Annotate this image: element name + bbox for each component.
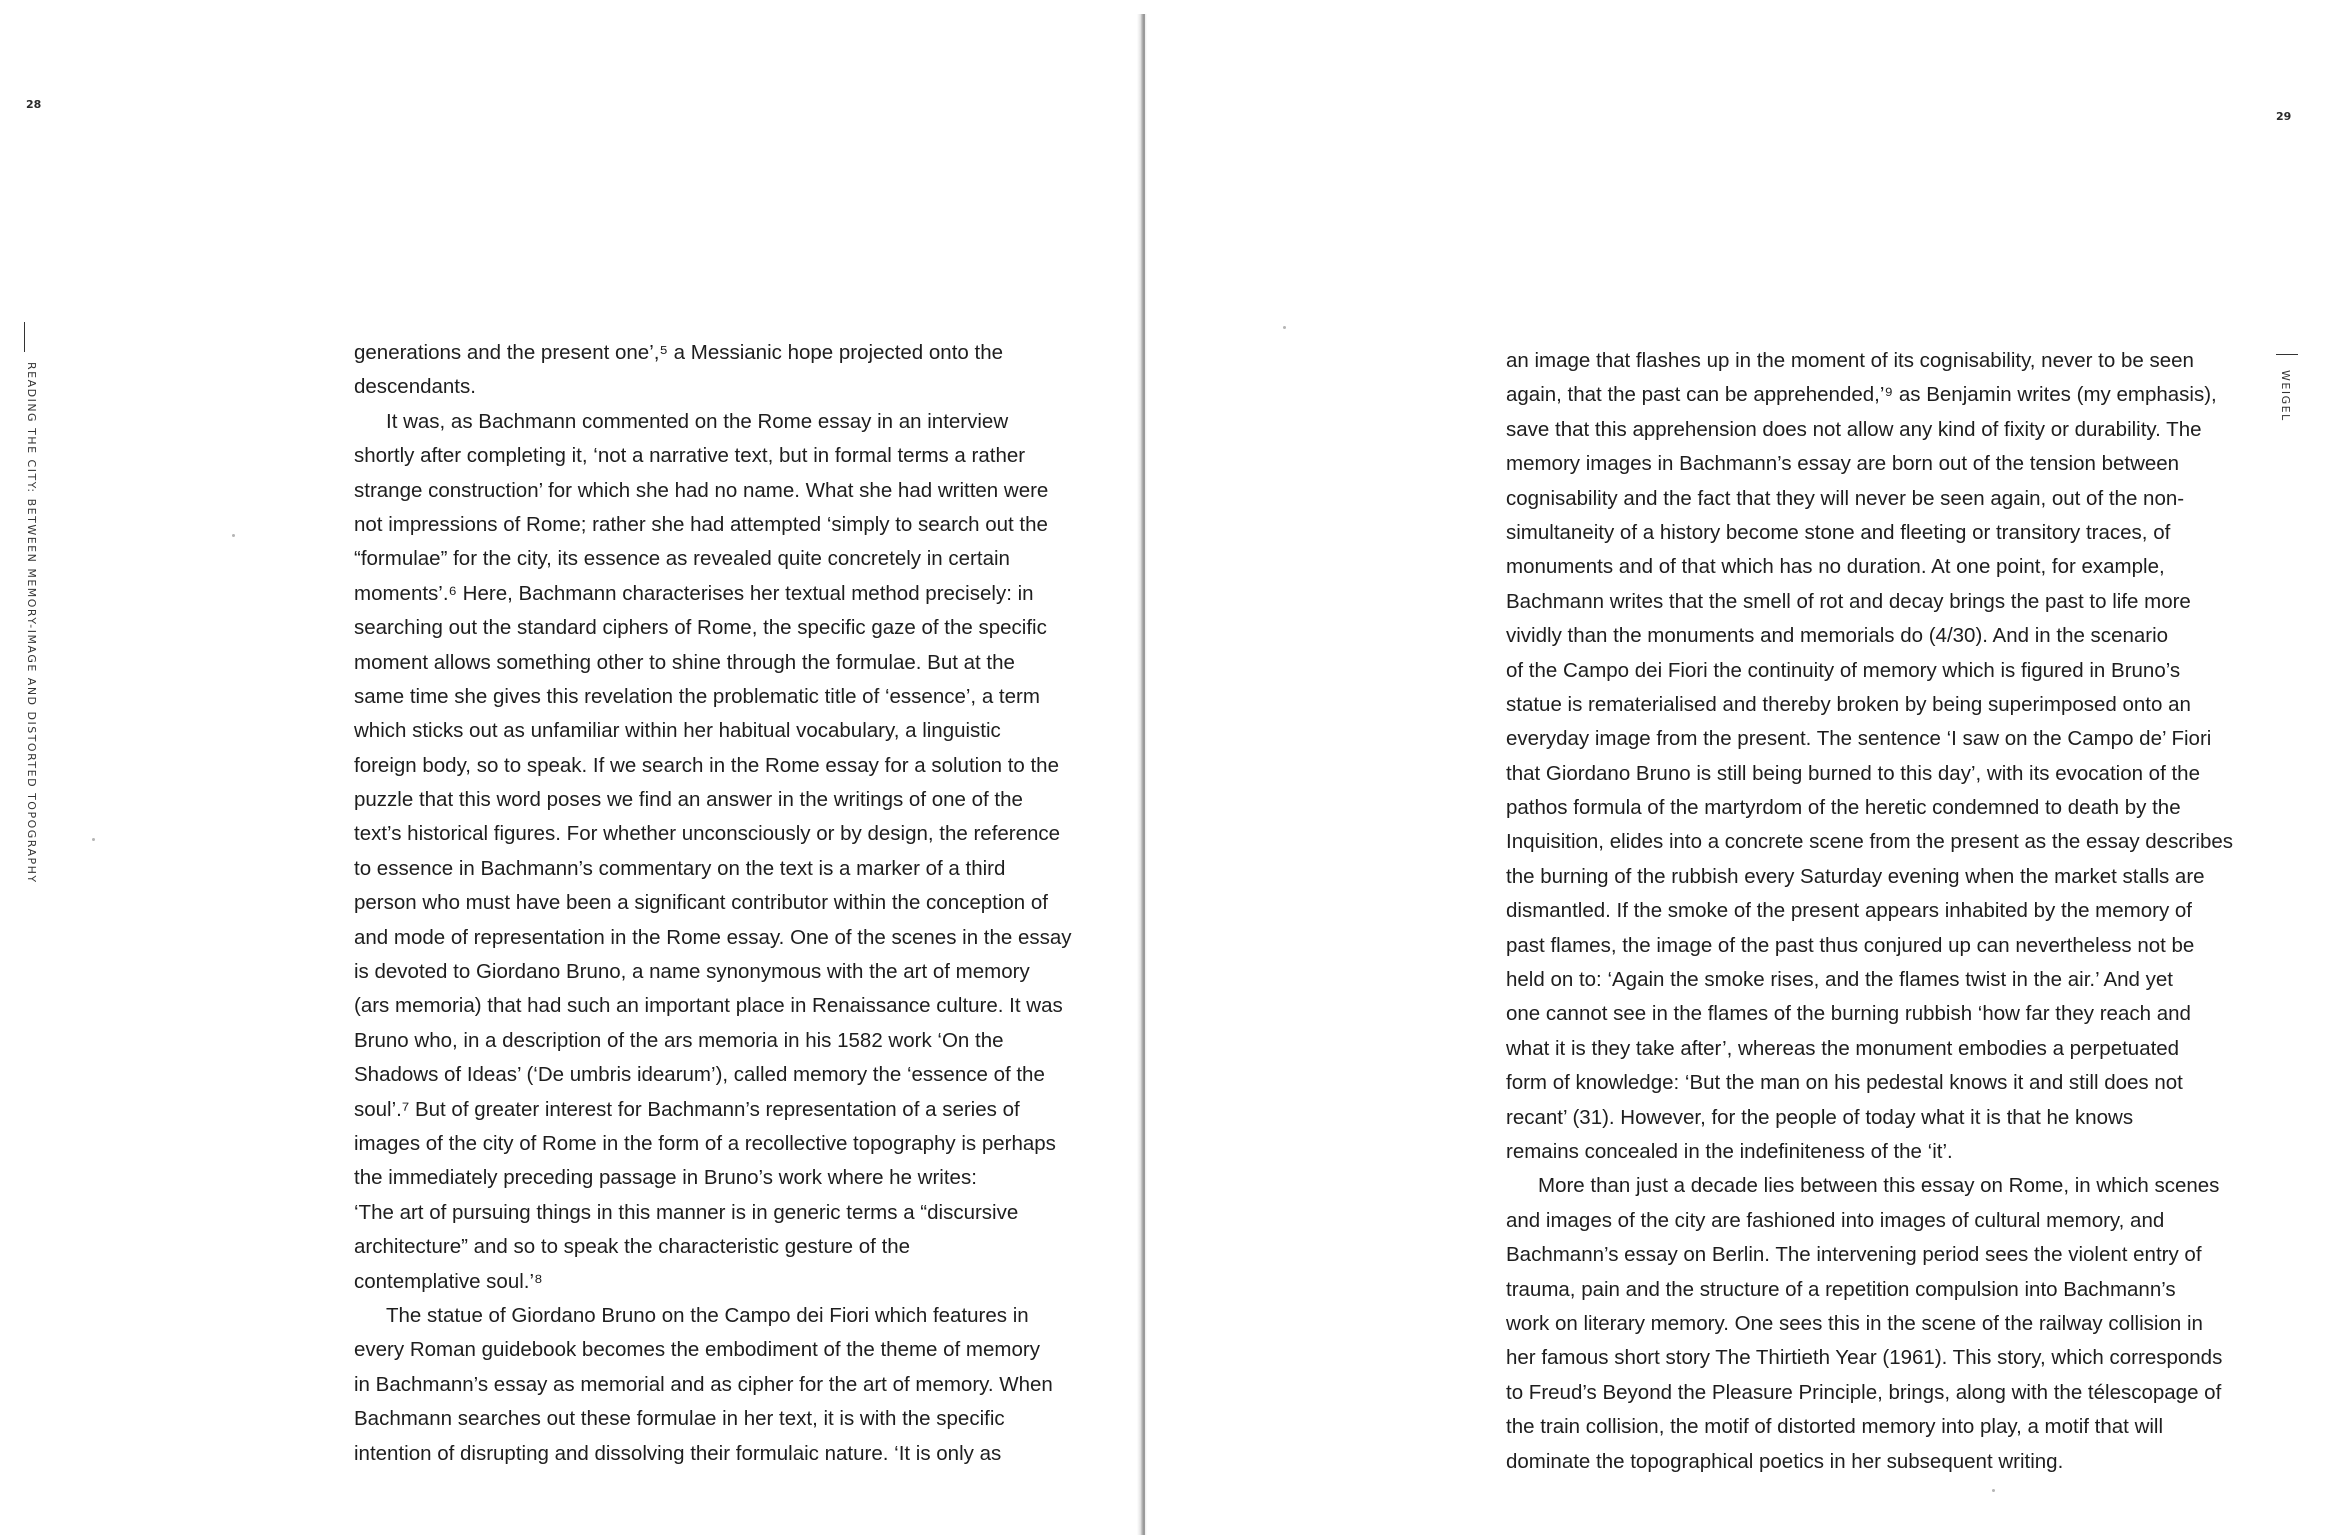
text-line: generations and the present one’,⁵ a Messianic hope projected onto the bbox=[354, 341, 1003, 364]
text-line: to essence in Bachmann’s commentary on the text is a marker of a third bbox=[354, 856, 1006, 880]
text-line: pathos formula of the martyrdom of the heretic condemned to death by the bbox=[1506, 796, 2181, 820]
text-line: strange construction’ for which she had no name. What she had written were bbox=[354, 478, 1049, 502]
text-line: her famous short story The Thirtieth Year (1961). This story, which corresponds bbox=[1506, 1346, 2223, 1370]
text-line: foreign body, so to speak. If we search in the Rome essay for a solution to the bbox=[354, 753, 1059, 777]
text-line: and mode of representation in the Rome essay. One of the scenes in the essay bbox=[354, 925, 1072, 949]
running-head-rule-right bbox=[2276, 354, 2298, 355]
text-line: in Bachmann’s essay as memorial and as cipher for the art of memory. When bbox=[354, 1372, 1053, 1396]
text-line: the train collision, the motif of distorted memory into play, a motif that will bbox=[1506, 1415, 2164, 1439]
text-line: monuments and of that which has no duration. At one point, for example, bbox=[1506, 555, 2165, 579]
text-line: statue is rematerialised and thereby broken by being superimposed onto an bbox=[1506, 692, 2191, 716]
text-line: text’s historical figures. For whether unconsciously or by design, the reference bbox=[354, 822, 1061, 846]
text-line: that Giordano Bruno is still being burned to this day’, with its evocation of the bbox=[1506, 761, 2200, 785]
text-line: Shadows of Ideas’ (‘De umbris idearum’), called memory the ‘essence of the bbox=[354, 1063, 1045, 1087]
page-number-left: 28 bbox=[26, 98, 42, 111]
text-line: remains concealed in the indefiniteness of the ‘it’. bbox=[1506, 1139, 1953, 1163]
text-line: memory images in Bachmann’s essay are born out of the tension between bbox=[1506, 452, 2180, 476]
text-line: everyday image from the present. The sentence ‘I saw on the Campo de’ Fiori bbox=[1506, 727, 2212, 751]
text-line: moment allows something other to shine through the formulae. But at the bbox=[354, 650, 1015, 674]
page-number-right: 29 bbox=[2276, 110, 2292, 123]
text-line: vividly than the monuments and memorials do (4/30). And in the scenario bbox=[1506, 624, 2169, 648]
text-line: person who must have been a significant contributor within the conception of bbox=[354, 891, 1048, 915]
text-line: recant’ (31). However, for the people of today what it is that he knows bbox=[1506, 1105, 2134, 1129]
text-line: not impressions of Rome; rather she had attempted ‘simply to search out the bbox=[354, 512, 1048, 536]
text-line: intention of disrupting and dissolving their formulaic nature. ‘It is only as bbox=[354, 1441, 1002, 1465]
text-line: descendants. bbox=[354, 375, 476, 399]
text-line: ‘The art of pursuing things in this manner is in generic terms a “discursive bbox=[354, 1200, 1019, 1224]
book-gutter-shadow bbox=[1137, 14, 1147, 1535]
text-line: an image that flashes up in the moment of its cognisability, never to be seen bbox=[1506, 349, 2194, 372]
text-line: Bachmann writes that the smell of rot and decay brings the past to life more bbox=[1506, 589, 2191, 613]
right-page-body-text bbox=[1506, 344, 2234, 1479]
text-line: moments’.⁶ Here, Bachmann characterises her textual method precisely: in bbox=[354, 581, 1034, 605]
text-line: of the Campo dei Fiori the continuity of memory which is figured in Bruno’s bbox=[1506, 658, 2181, 682]
text-line: “formulae” for the city, its essence as revealed quite concretely in certain bbox=[354, 547, 1010, 571]
running-head-rule-left bbox=[24, 322, 25, 352]
paper-speck bbox=[1992, 1489, 1995, 1492]
text-line: contemplative soul.’⁸ bbox=[354, 1269, 543, 1293]
paper-speck bbox=[1283, 326, 1286, 329]
text-line: Bruno who, in a description of the ars memoria in his 1582 work ‘On the bbox=[354, 1028, 1004, 1052]
text-line: (ars memoria) that had such an important place in Renaissance culture. It was bbox=[354, 994, 1063, 1018]
running-head-left: READING THE CITY: BETWEEN MEMORY-IMAGE AND DISTORTED TOPOGRAPHY bbox=[25, 362, 38, 884]
text-line: the burning of the rubbish every Saturday evening when the market stalls are bbox=[1506, 864, 2205, 888]
text-line: again, that the past can be apprehended,’⁹ as Benjamin writes (my emphasis), bbox=[1506, 383, 2217, 407]
text-line: which sticks out as unfamiliar within her habitual vocabulary, a linguistic bbox=[354, 719, 1001, 743]
text-line: dismantled. If the smoke of the present appears inhabited by the memory of bbox=[1506, 899, 2192, 923]
text-line: Bachmann’s essay on Berlin. The intervening period sees the violent entry of bbox=[1506, 1243, 2202, 1267]
text-line: past flames, the image of the past thus conjured up can nevertheless not be bbox=[1506, 933, 2195, 957]
book-gutter-fold bbox=[1143, 14, 1145, 1535]
text-line: The statue of Giordano Bruno on the Campo dei Fiori which features in bbox=[386, 1303, 1029, 1327]
text-line: puzzle that this word poses we find an answer in the writings of one of the bbox=[354, 788, 1023, 812]
text-line: and images of the city are fashioned into images of cultural memory, and bbox=[1506, 1208, 2165, 1232]
paper-speck bbox=[92, 838, 95, 841]
text-line: simultaneity of a history become stone and fleeting or transitory traces, of bbox=[1506, 520, 2171, 544]
text-line: one cannot see in the flames of the burning rubbish ‘how far they reach and bbox=[1506, 1002, 2191, 1026]
text-line: held on to: ‘Again the smoke rises, and the flames twist in the air.’ And yet bbox=[1506, 968, 2173, 992]
text-line: More than just a decade lies between this essay on Rome, in which scenes bbox=[1538, 1174, 2220, 1198]
text-line: dominate the topographical poetics in her subsequent writing. bbox=[1506, 1449, 2064, 1473]
text-line: is devoted to Giordano Bruno, a name synonymous with the art of memory bbox=[354, 960, 1030, 984]
text-line: searching out the standard ciphers of Rome, the specific gaze of the specific bbox=[354, 616, 1047, 640]
text-line: the immediately preceding passage in Bruno’s work where he writes: bbox=[354, 1166, 977, 1190]
text-line: Bachmann searches out these formulae in her text, it is with the specific bbox=[354, 1407, 1005, 1431]
text-line: save that this apprehension does not allow any kind of fixity or durability. The bbox=[1506, 417, 2202, 441]
text-line: what it is they take after’, whereas the monument embodies a perpetuated bbox=[1506, 1036, 2180, 1060]
text-line: form of knowledge: ‘But the man on his pedestal knows it and still does not bbox=[1506, 1071, 2183, 1095]
text-line: It was, as Bachmann commented on the Rome essay in an interview bbox=[386, 409, 1009, 433]
text-line: shortly after completing it, ‘not a narrative text, but in formal terms a rather bbox=[354, 444, 1026, 468]
running-head-right: WEIGEL bbox=[2279, 370, 2292, 422]
text-line: work on literary memory. One sees this in the scene of the railway collision in bbox=[1506, 1311, 2203, 1335]
left-page-body-text bbox=[354, 336, 1072, 1471]
paper-speck bbox=[232, 534, 235, 537]
text-line: Inquisition, elides into a concrete scene from the present as the essay describes bbox=[1506, 830, 2234, 854]
text-line: soul’.⁷ But of greater interest for Bachmann’s representation of a series of bbox=[354, 1097, 1020, 1121]
text-line: images of the city of Rome in the form of a recollective topography is perhaps bbox=[354, 1131, 1056, 1155]
text-line: cognisability and the fact that they will never be seen again, out of the non- bbox=[1506, 486, 2185, 510]
text-line: to Freud’s Beyond the Pleasure Principle, brings, along with the télescopage of bbox=[1506, 1380, 2222, 1404]
text-line: every Roman guidebook becomes the embodiment of the theme of memory bbox=[354, 1338, 1040, 1362]
text-line: trauma, pain and the structure of a repetition compulsion into Bachmann’s bbox=[1506, 1277, 2176, 1301]
text-line: architecture” and so to speak the characteristic gesture of the bbox=[354, 1235, 911, 1259]
text-line: same time she gives this revelation the problematic title of ‘essence’, a term bbox=[354, 684, 1040, 708]
